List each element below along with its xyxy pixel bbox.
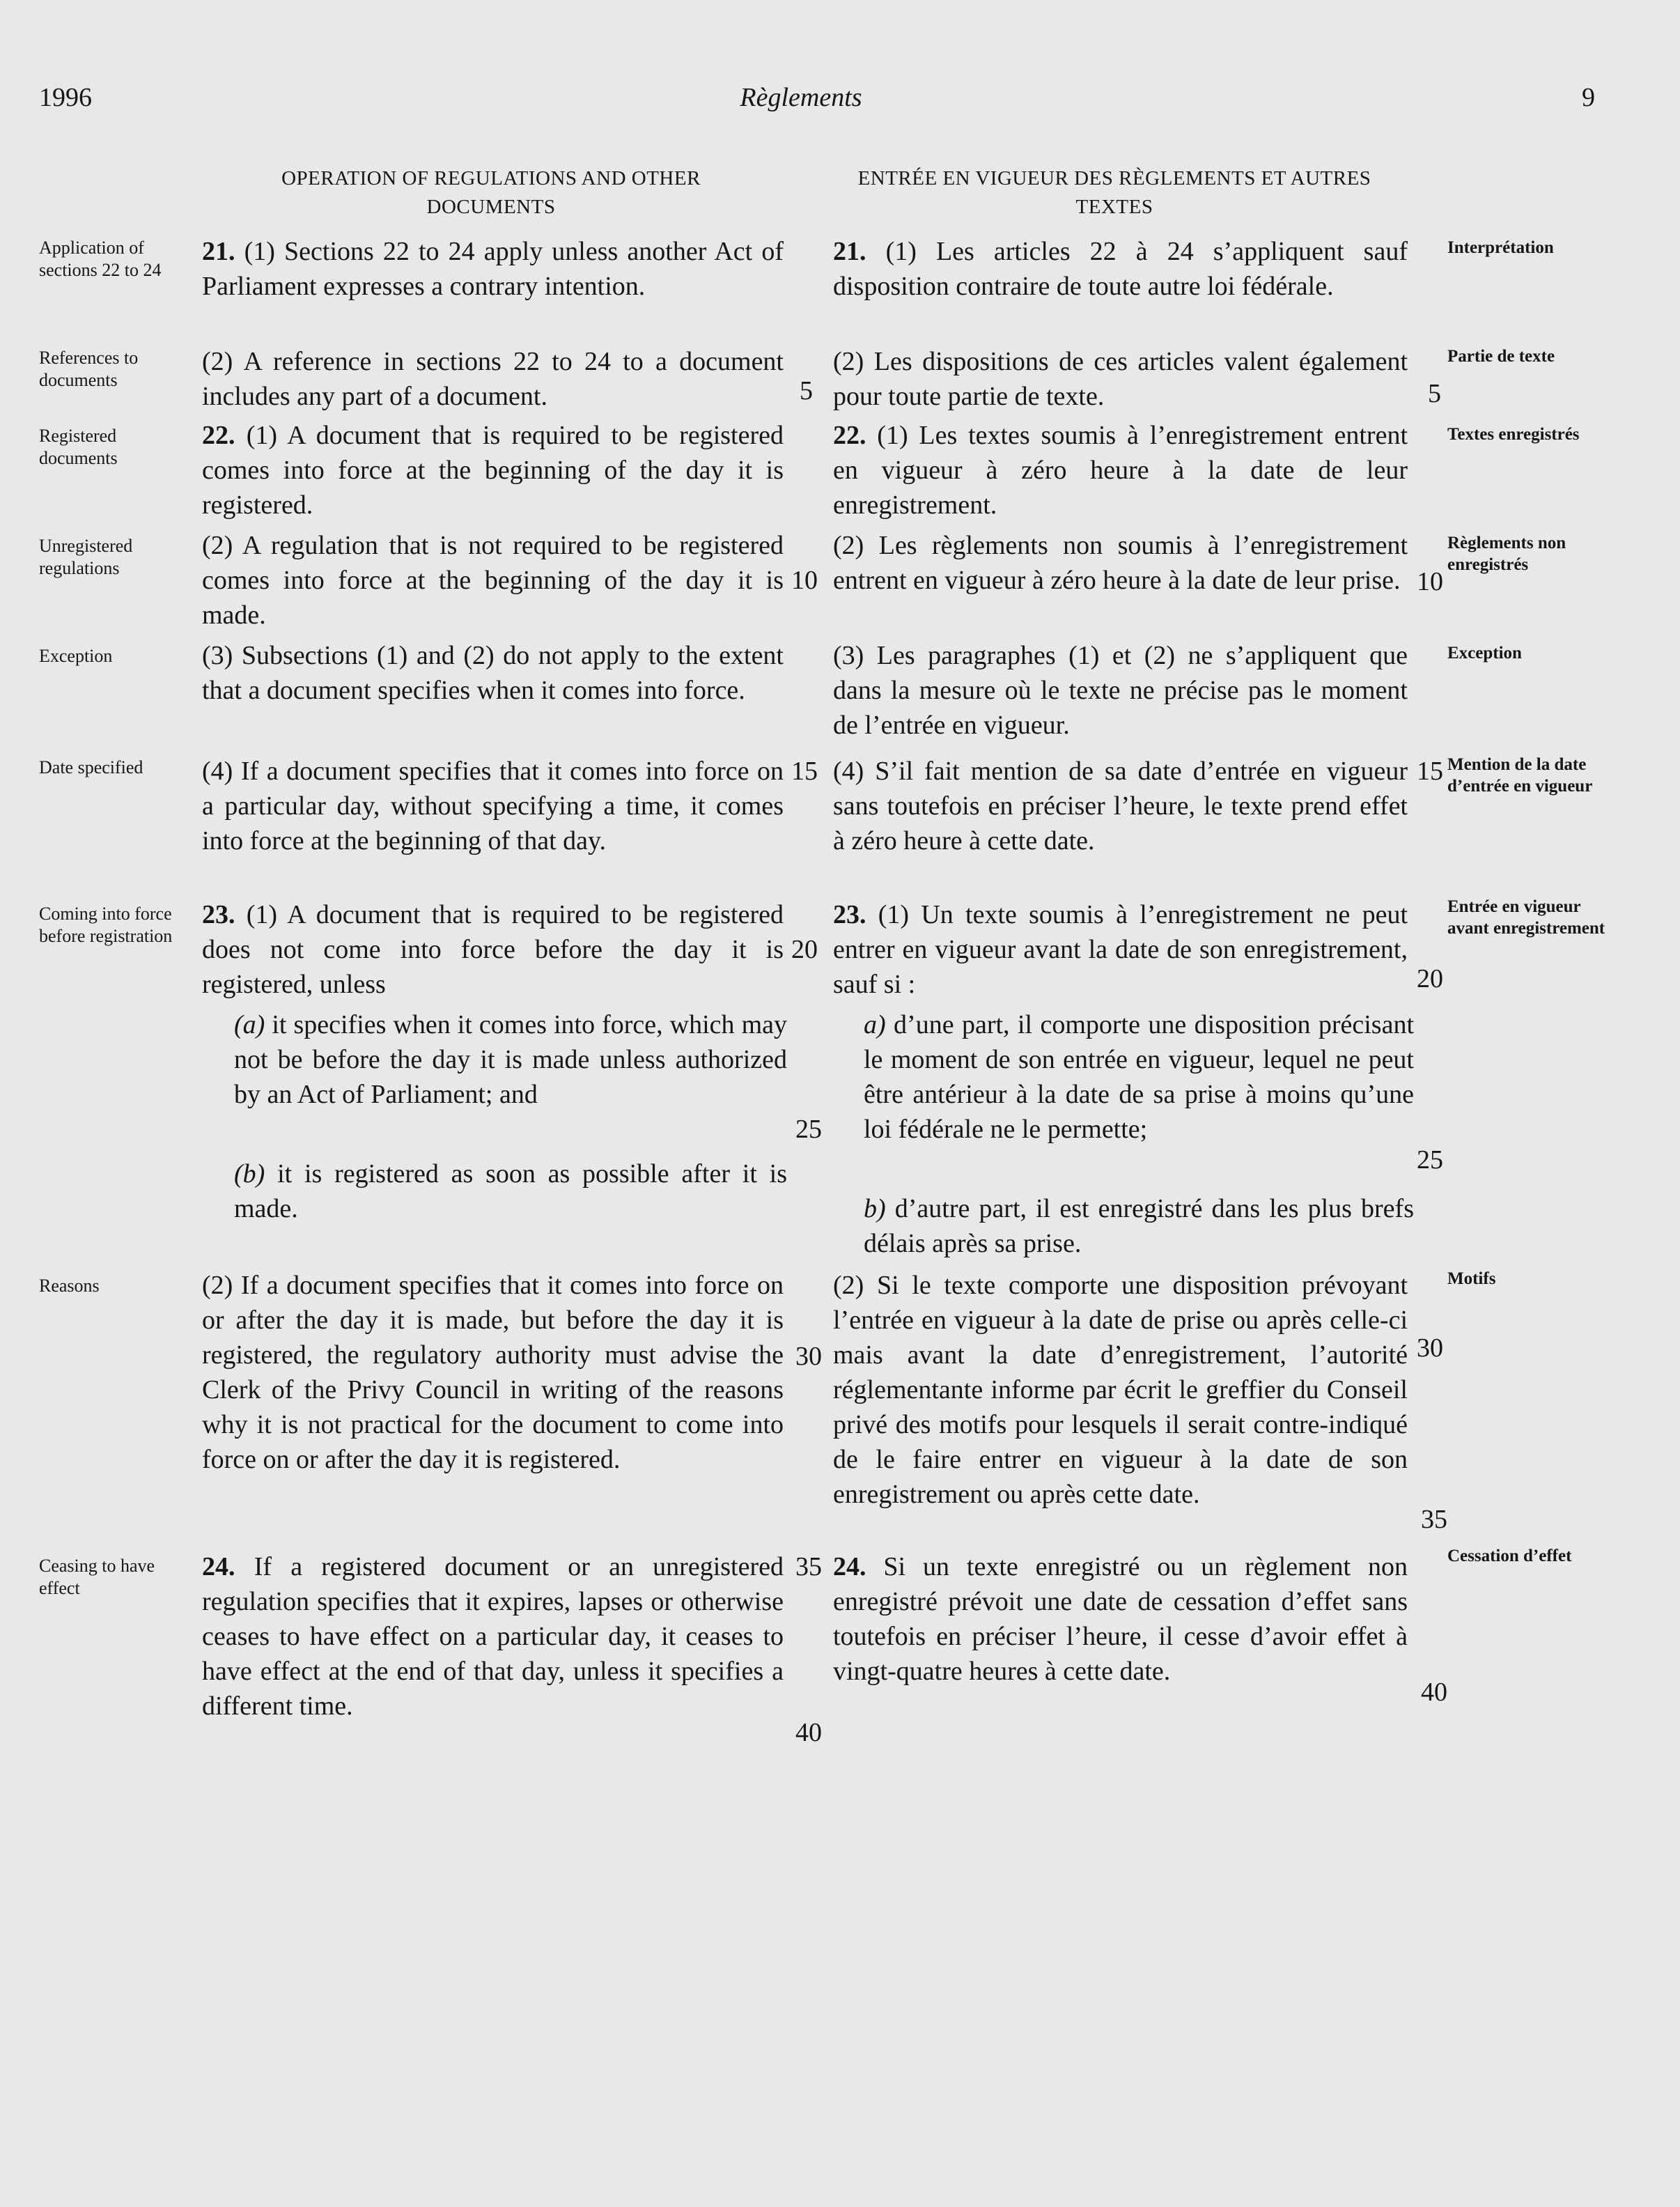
english-heading: OPERATION OF REGULATIONS AND OTHER DOCUMENTS bbox=[281, 167, 701, 218]
en-s21-1: 21. (1) Sections 22 to 24 apply unless another Act of Parliament expresses a contrary intention. bbox=[202, 237, 784, 301]
fr-line-number: 20 bbox=[1417, 964, 1443, 993]
en-margin-note: References to documents bbox=[39, 348, 139, 390]
fr-margin-note: Entrée en vigueur avant enregistrement bbox=[1447, 897, 1605, 938]
fr-line-number: 35 bbox=[1421, 1505, 1447, 1534]
fr-line-number: 15 bbox=[1417, 757, 1443, 786]
fr-s23-1: 23. (1) Un texte soumis à l’enregistrement ne peut entrer en vigueur avant la date de son enregistrement, sauf si : bbox=[833, 900, 1408, 999]
en-margin-note: Ceasing to have effect bbox=[39, 1556, 155, 1598]
fr-s22-2: (2) Les règlements non soumis à l’enregistrement entrent en vigueur à zéro heure à la date de leur prise. bbox=[833, 531, 1408, 595]
en-margin-note: Application of sections 22 to 24 bbox=[39, 238, 162, 280]
fr-s22-1: 22. (1) Les textes soumis à l’enregistrement entrent en vigueur à zéro heure à la date de leur enregistrement. bbox=[833, 421, 1408, 520]
fr-line-number: 30 bbox=[1417, 1333, 1443, 1363]
fr-s21-1: 21. (1) Les articles 22 à 24 s’appliquent sauf disposition contraire de toute autre loi fédérale. bbox=[833, 237, 1408, 301]
en-line-number: 15 bbox=[791, 757, 818, 786]
fr-s23-2: (2) Si le texte comporte une disposition prévoyant l’entrée en vigueur à la date de prise ou après celle-ci mais avant la date d’enregistrement, l’autorité réglementante informe par écrit le greffier du Conseil privé des motifs pour lesquels il serait contre-indiqué de le faire entrer en vigueur à la date de son enregistrement ou après cette date. bbox=[833, 1271, 1408, 1509]
fr-margin-note: Interprétation bbox=[1447, 238, 1554, 257]
page-year: 1996 bbox=[39, 83, 92, 112]
fr-s22-3: (3) Les paragraphes (1) et (2) ne s’appliquent que dans la mesure où le texte ne précise pas le moment de l’entrée en vigueur. bbox=[833, 641, 1408, 740]
en-line-number: 40 bbox=[795, 1718, 822, 1747]
fr-s23-1-b: b) d’autre part, il est enregistré dans les plus brefs délais après sa prise. bbox=[864, 1194, 1414, 1258]
en-s22-3: (3) Subsections (1) and (2) do not apply to the extent that a document specifies when it comes into force. bbox=[202, 641, 784, 705]
fr-s23-1-a: a) d’une part, il comporte une disposition précisant le moment de son entrée en vigueur, lequel ne peut être antérieur à la date de sa prise à moins qu’une loi fédérale ne le permette; bbox=[864, 1010, 1414, 1144]
en-line-number: 20 bbox=[791, 935, 818, 964]
en-line-number: 30 bbox=[795, 1342, 822, 1371]
page-number: 9 bbox=[1582, 83, 1595, 112]
fr-line-number: 10 bbox=[1417, 567, 1443, 596]
fr-margin-note: Exception bbox=[1447, 644, 1522, 663]
en-line-number: 25 bbox=[795, 1115, 822, 1144]
en-s21-2: (2) A reference in sections 22 to 24 to a document includes any part of a document. bbox=[202, 347, 784, 411]
fr-margin-note: Textes enregistrés bbox=[1447, 425, 1580, 444]
en-s22-4: (4) If a document specifies that it comes into force on a particular day, without specifying a time, it comes into force at the beginning of that day. bbox=[202, 757, 784, 855]
en-line-number: 35 bbox=[795, 1552, 822, 1581]
fr-margin-note: Mention de la date d’entrée en vigueur bbox=[1447, 755, 1593, 796]
en-s23-2: (2) If a document specifies that it comes into force on or after the day it is made, but before the day it is registered, the regulatory authority must advise the Clerk of the Privy Council in writing of the reasons why it is not practical for the document to come into force on or after the day it is registered. bbox=[202, 1271, 784, 1474]
fr-s24: 24. Si un texte enregistré ou un règlement non enregistré prévoit une date de cessation d’effet sans toutefois en préciser l’heure, il cesse d’avoir effet à vingt-quatre heures à cette date. bbox=[833, 1552, 1408, 1686]
en-s22-2: (2) A regulation that is not required to be registered comes into force at the beginning of the day it is made. bbox=[202, 531, 784, 630]
en-margin-note: Registered documents bbox=[39, 426, 118, 468]
en-margin-note: Exception bbox=[39, 646, 113, 666]
en-s23-1-a: (a) it specifies when it comes into force, which may not be before the day it is made unless authorized by an Act of Parliament; and bbox=[234, 1010, 787, 1109]
en-margin-note: Coming into force before registration bbox=[39, 904, 173, 946]
en-margin-note: Reasons bbox=[39, 1276, 100, 1296]
en-s22-1: 22. (1) A document that is required to be registered comes into force at the beginning of the day it is registered. bbox=[202, 421, 784, 520]
fr-margin-note: Partie de texte bbox=[1447, 347, 1555, 366]
fr-line-number: 5 bbox=[1428, 379, 1441, 408]
fr-margin-note: Règlements non enregistrés bbox=[1447, 534, 1566, 574]
fr-s22-4: (4) S’il fait mention de sa date d’entrée en vigueur sans toutefois en préciser l’heure, le texte prend effet à zéro heure à cette date. bbox=[833, 757, 1408, 855]
fr-s21-2: (2) Les dispositions de ces articles valent également pour toute partie de texte. bbox=[833, 347, 1408, 411]
fr-line-number: 25 bbox=[1417, 1145, 1443, 1175]
french-heading: ENTRÉE EN VIGUEUR DES RÈGLEMENTS ET AUTRES TEXTES bbox=[857, 167, 1371, 218]
fr-line-number: 40 bbox=[1421, 1678, 1447, 1707]
fr-margin-note: Cessation d’effet bbox=[1447, 1547, 1572, 1565]
fr-margin-note: Motifs bbox=[1447, 1269, 1496, 1288]
en-line-number: 5 bbox=[800, 376, 813, 405]
en-s24: 24. If a registered document or an unregistered regulation specifies that it expires, lapses or otherwise ceases to have effect on a particular day, it ceases to have effect at the end of that day, unless it specifies a different time. bbox=[202, 1552, 784, 1721]
en-margin-note: Unregistered regulations bbox=[39, 536, 133, 578]
en-s23-1: 23. (1) A document that is required to be registered does not come into force before the day it is registered, unless bbox=[202, 900, 784, 999]
en-margin-note: Date specified bbox=[39, 757, 143, 777]
running-title: Règlements bbox=[740, 83, 862, 112]
en-s23-1-b: (b) it is registered as soon as possible after it is made. bbox=[234, 1159, 787, 1223]
en-line-number: 10 bbox=[791, 566, 818, 595]
